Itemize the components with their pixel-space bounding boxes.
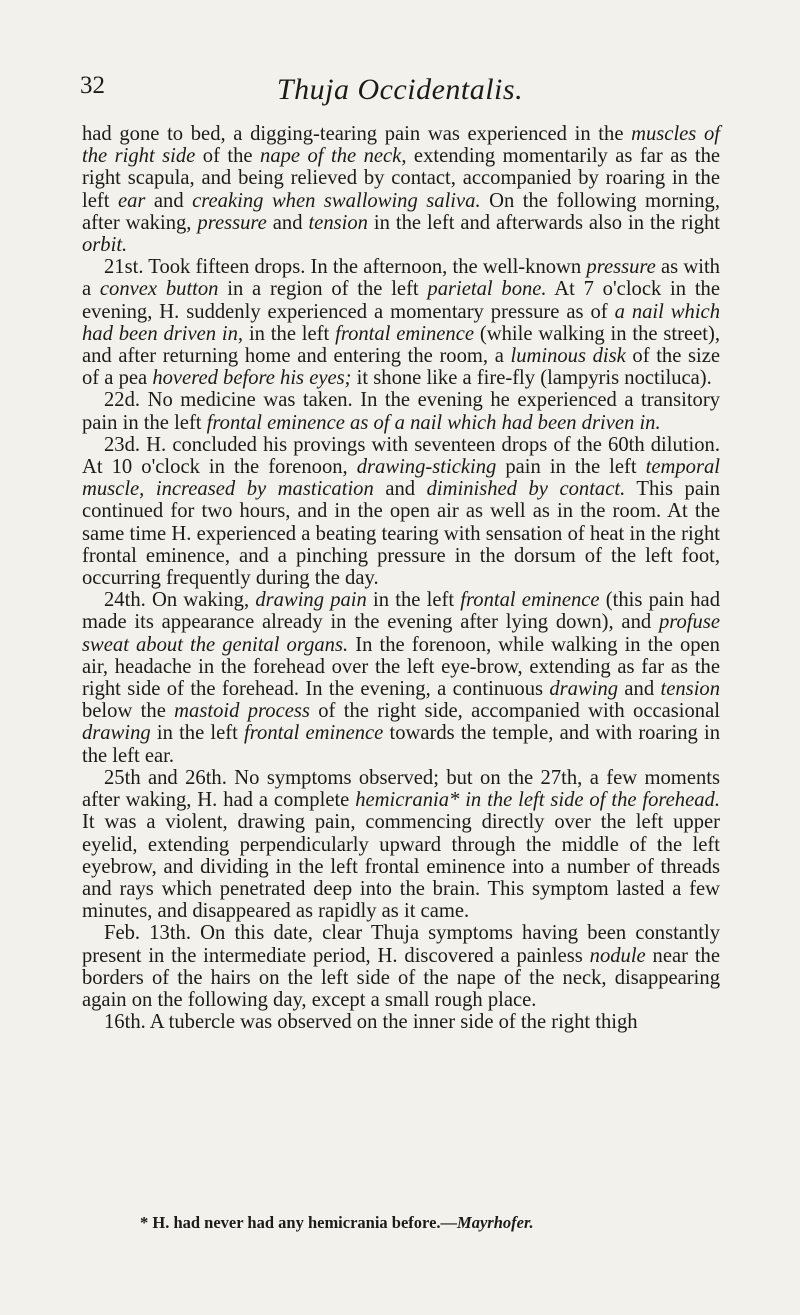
text-run: and bbox=[618, 678, 661, 701]
text-run: 23d. H. concluded his provings with seventeen drops of the 60th dilution. At 10 o'clock in the forenoon, bbox=[82, 433, 720, 479]
paragraph bbox=[82, 434, 720, 589]
italic-text: frontal eminence bbox=[335, 322, 475, 345]
text-run: Feb. 13th. On this date, clear Thuja symptoms having been constantly present in the intermediate period, H. discovered a painless bbox=[82, 922, 720, 967]
italic-text: tension bbox=[308, 211, 368, 234]
text-run: and bbox=[266, 211, 309, 234]
text-run: it shone like a fire-fly (lampyris noctiluca). bbox=[351, 367, 712, 390]
text-run: had gone to bed, a digging-tearing pain was experienced in the bbox=[82, 123, 632, 145]
body-text bbox=[82, 123, 720, 1033]
italic-text: luminous disk bbox=[510, 345, 626, 368]
italic-text: frontal eminence bbox=[460, 589, 600, 612]
italic-text: drawing pain bbox=[255, 589, 367, 612]
text-run: It was a violent, drawing pain, commencing directly over the left upper eyelid, extending perpendicularly upward through the middle of the left eyebrow, and dividing in the left frontal eminence into a number of threads and rays which penetrated deep into the brain. This symptom lasted a few minutes, and disappeared as rapidly as it came. bbox=[82, 811, 720, 923]
italic-text: frontal eminence as of a nail which had been driven in. bbox=[206, 411, 661, 434]
italic-text: convex button bbox=[99, 278, 219, 301]
text-run: towards the temple, and with roaring in the left ear. bbox=[82, 722, 720, 767]
text-run: in the left bbox=[366, 589, 461, 612]
page-header bbox=[80, 70, 720, 110]
text-run: This pain continued for two hours, and in the open air as well as in the room. At the same time H. experienced a beating tearing with sensation of heat in the right frontal eminence, and a pinching pressure in the dorsum of the left foot, occurring frequently during the day. bbox=[82, 478, 721, 590]
text-run: On the following morning, after waking, bbox=[82, 189, 720, 234]
italic-text: diminished by contact. bbox=[426, 478, 626, 501]
text-run: 25th and 26th. No symptoms observed; but on the 27th, a few moments after waking, H. had a complete bbox=[82, 766, 720, 812]
text-run: of the size of a pea bbox=[82, 345, 721, 390]
text-run: of the bbox=[195, 145, 261, 168]
italic-text: nodule bbox=[589, 944, 646, 967]
paragraph bbox=[82, 256, 720, 389]
text-run: in the left bbox=[243, 322, 336, 345]
italic-text: nape of the neck bbox=[260, 145, 402, 168]
text-run: In the forenoon, while walking in the open air, headache in the forehead over the left eye-brow, extending as far as the right side of the forehead. In the evening, a continuous bbox=[82, 633, 720, 701]
text-run: (this pain had made its appearance already in the evening after lying down), and bbox=[82, 589, 720, 634]
footnote-attribution: Mayrhofer. bbox=[457, 1213, 534, 1232]
text-run: , extending momentarily as far as the right scapula, and being relieved by contact, accompanied by roaring in the left bbox=[82, 145, 721, 212]
page-number: 32 bbox=[80, 72, 105, 99]
italic-text: mastoid process bbox=[174, 700, 310, 723]
italic-text: ear bbox=[117, 189, 146, 212]
italic-text: parietal bone. bbox=[427, 278, 547, 301]
italic-text: pressure bbox=[197, 211, 267, 234]
italic-text: hemicrania* in the left side of the forehead. bbox=[355, 789, 720, 812]
text-run: below the bbox=[82, 700, 175, 723]
italic-text: muscles of the right side bbox=[82, 123, 720, 168]
italic-text: hovered before his eyes; bbox=[152, 367, 352, 390]
text-run: in the left and afterwards also in the right bbox=[367, 211, 721, 234]
italic-text: creaking when swallowing saliva. bbox=[192, 189, 481, 212]
paragraph bbox=[82, 922, 720, 1011]
text-run: 16th. A tubercle was observed on the inner side of the right thigh bbox=[104, 1011, 638, 1034]
italic-text: drawing bbox=[82, 722, 151, 745]
italic-text: profuse sweat about the genital organs. bbox=[82, 611, 720, 656]
footnote-text: * H. had never had any hemicrania before.— bbox=[140, 1213, 458, 1232]
text-run: and bbox=[373, 478, 427, 501]
text-run: near the borders of the hairs on the left side of the nape of the neck, disappearing again on the following day, except a small rough place. bbox=[82, 944, 720, 1011]
paragraph bbox=[82, 389, 720, 433]
text-run: pain in the left bbox=[496, 456, 646, 479]
text-run: in a region of the left bbox=[218, 278, 428, 301]
footnote bbox=[140, 1213, 720, 1233]
text-run: 21st. Took fifteen drops. In the afternoon, the well-known bbox=[104, 256, 587, 279]
paragraph bbox=[82, 123, 720, 256]
paragraph bbox=[82, 767, 720, 922]
italic-text: drawing bbox=[549, 678, 619, 701]
italic-text: temporal muscle, increased by mastication bbox=[82, 456, 720, 501]
text-run: (while walking in the street), and after returning home and entering the room, a bbox=[82, 322, 720, 368]
italic-text: tension bbox=[660, 678, 721, 701]
text-run: 22d. No medicine was taken. In the evening he experienced a transitory pain in the left bbox=[82, 389, 720, 434]
text-run: of the right side, accompanied with occasional bbox=[309, 700, 720, 723]
text-run: At 7 o'clock in the evening, H. suddenly experienced a momentary pressure as of bbox=[82, 278, 720, 323]
italic-text: a nail which had been driven in, bbox=[82, 300, 720, 345]
text-run: 24th. On waking, bbox=[104, 589, 256, 612]
paragraph bbox=[82, 589, 720, 767]
italic-text: orbit. bbox=[82, 234, 128, 257]
italic-text: frontal eminence bbox=[244, 722, 384, 745]
text-run: as with a bbox=[82, 256, 720, 301]
paragraph bbox=[82, 1011, 720, 1033]
running-title: Thuja Occidentalis. bbox=[276, 73, 524, 106]
text-run: in the left bbox=[150, 722, 245, 745]
text-run: and bbox=[145, 189, 193, 212]
italic-text: pressure bbox=[586, 256, 656, 279]
italic-text: drawing-sticking bbox=[356, 456, 497, 479]
